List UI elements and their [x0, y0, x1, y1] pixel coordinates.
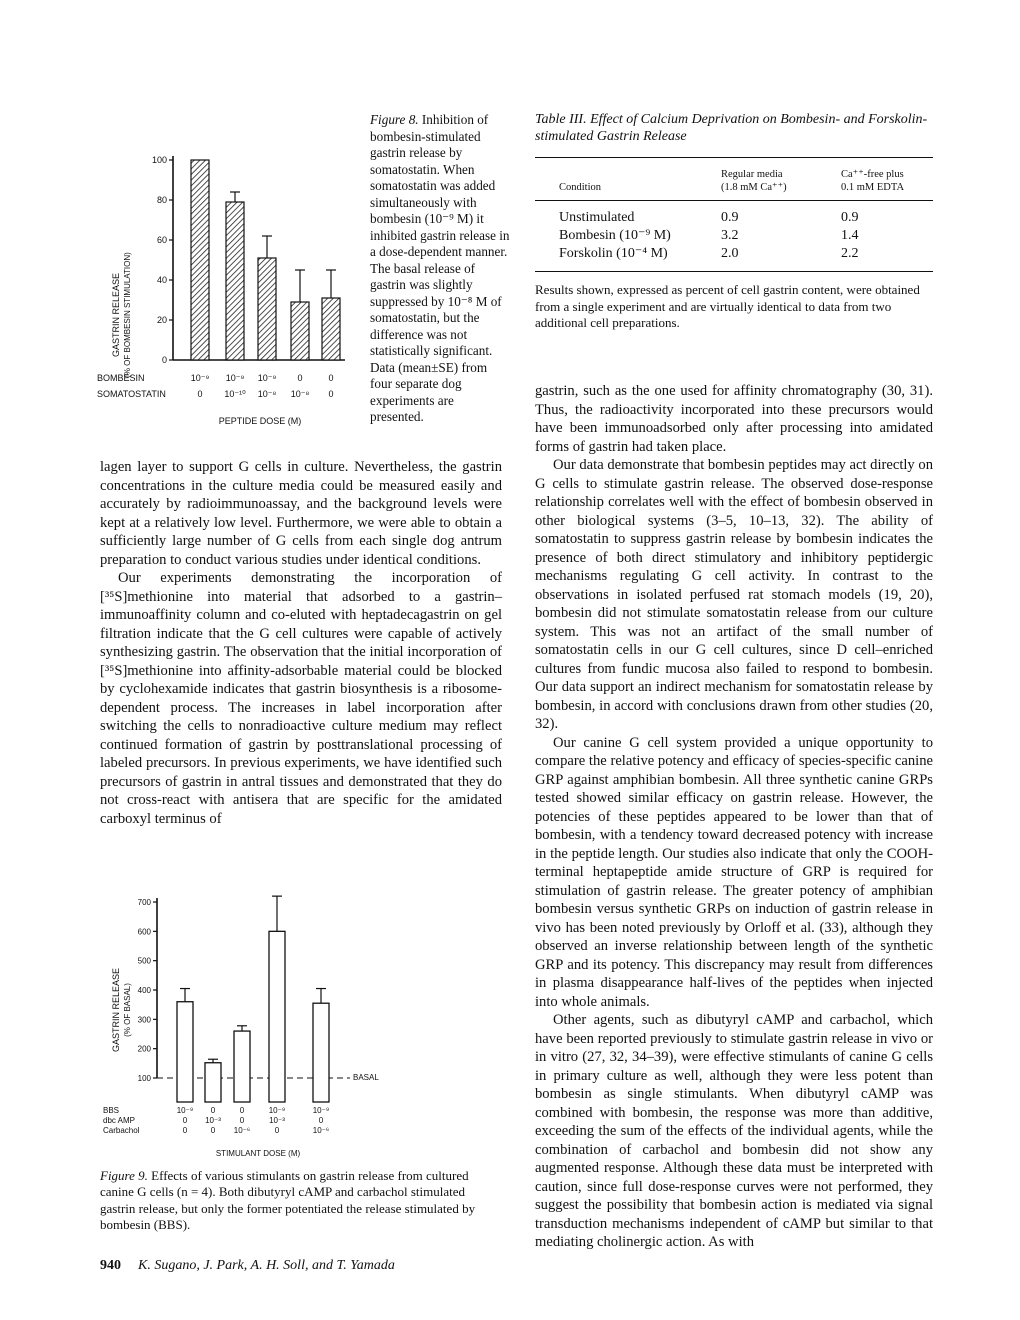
page-footer — [100, 1258, 395, 1274]
figure8-bar — [291, 302, 309, 360]
figure9-row-label-carbachol: Carbachol — [103, 1126, 140, 1135]
figure9-bbs-dose: 10⁻⁹ — [312, 1106, 330, 1115]
table3-cell-regular: 2.0 — [721, 246, 739, 261]
left-paragraph-2: Our experiments demonstrating the incorporation of [³⁵S]methionine into material that adsorbed to a gastrin–immunoaffinity column and co-eluted with heptadecagastrin on gel filtration indicate that the G cell cultures were capable of actively synthesizing gastrin. The observation that the initial incorporation of [³⁵S]methionine into affinity-adsorbable material could be blocked by cyclohexamide indicates that gastrin biosynthesis is a ribosome-dependent process. The increases in label incorporation after switching the cells to nonradioactive culture medium may reflect continued formation of gastrin by posttranslational processing of labeled precursors. In previous experiments, we have identified such precursors of gastrin in antral tissues and demonstrated that they do not cross-react with antisera that are specific for the amidated carboxyl terminus of — [100, 570, 502, 827]
figure8-bar — [258, 258, 276, 360]
figure9-dbcamp-dose: 10⁻³ — [269, 1116, 285, 1125]
table3-header-regular-1: Regular media — [721, 169, 783, 180]
figure8-ylabel-line2: (% OF BOMBESIN STIMULATION) — [123, 252, 132, 378]
figure8-bombesin-dose: 10⁻⁹ — [257, 373, 277, 383]
figure9-chart — [95, 880, 415, 1165]
right-paragraph-4: Other agents, such as dibutyryl cAMP and carbachol, which have been reported previously to stimulate gastrin release in vivo or in vitro (27, 32, 34–39), were effective stimulants of canine G cells in primary culture as well, although they were less potent than bombesin as single stimulants. When dibutyryl cAMP was combined with bombesin, the response was more than additive, exceeding the sum of the effects of the individual agents, while the combination of carbachol and bombesin did not show any augmented response. Although these data must be interpreted with caution, since full dose-response curves were not performed, they suggest the possibility that bombesin action is mediated via signal transduction mechanisms independent of cAMP but similar to that mediating cholinergic action. As with — [535, 1012, 933, 1250]
table3-note: Results shown, expressed as percent of cell gastrin content, were obtained from a single experiment and are virtually identical to data from two additional cell preparations. — [535, 282, 920, 330]
page-number: 940 — [100, 1258, 121, 1273]
figure8-bar — [322, 298, 340, 360]
figure8-bar — [191, 160, 209, 360]
figure8-bombesin-dose: 10⁻⁹ — [225, 373, 245, 383]
table3-header-row — [535, 168, 933, 194]
figure8-ylabel-line1: GASTRIN RELEASE — [111, 272, 121, 358]
figure9-dbcamp-dose: 0 — [318, 1116, 324, 1125]
right-paragraph-3: Our canine G cell system provided a unique opportunity to compare the relative potency and efficacy of species-specific canine GRP against amphibian bombesin. All three synthetic canine GRPs tested showed similar efficacy on gastrin release. However, the potencies of these peptides appeared to be lower than that of bombesin, with a tendency toward decreased potency with increase in the peptide length. Our studies also indicate that only the COOH-terminal heptapeptide amide structure of GRP is required for stimulation of gastrin release. The greater potency of amphibian bombesin versus synthetic GRPs on induction of gastrin release in vivo has been noted previously by Orloff et al. (33), although they observed an inverse relationship between length of the synthetic GRP and its potency. This discrepancy may result from differences in plasma disappearance half-lives of the peptides when injected into whole animals. — [535, 734, 933, 1010]
figure9-dbcamp-dose: 0 — [182, 1116, 188, 1125]
figure9-bbs-dose: 10⁻⁹ — [176, 1106, 194, 1115]
right-column-text — [535, 382, 933, 1252]
table3-header-condition: Condition — [559, 182, 602, 193]
figure9-carbachol-dose: 10⁻⁶ — [312, 1126, 330, 1135]
figure8-caption-text: Inhibition of bombesin-stimulated gastrin release by somatostatin. When somatostatin was added simultaneously with bombesin (10⁻⁹ M) it inhibited gastrin release in a dose-dependent manner. The basal release of gastrin was slightly suppressed by 10⁻⁸ M of somatostatin, but the difference was not statistically significant. Data (mean±SE) from four separate dog experiments are presented. — [370, 112, 510, 424]
figure9-xlabel: STIMULANT DOSE (M) — [215, 1149, 301, 1158]
figure9-ytick-label: 100 — [137, 1074, 151, 1083]
left-column-text — [100, 458, 502, 828]
table3-body — [535, 209, 933, 263]
figure8-somatostatin-dose: 0 — [197, 389, 203, 399]
figure8-ytick-label: 100 — [151, 155, 167, 165]
figure9-ylabel-line2: (% OF BASAL) — [123, 983, 132, 1037]
figure8-ytick-label: 80 — [156, 195, 167, 205]
table3-cell-regular: 0.9 — [721, 210, 739, 225]
table3-title: Table III. Effect of Calcium Deprivation on Bombesin- and Forskolin-stimulated Gastrin Release — [535, 112, 928, 144]
figure8-ytick-label: 0 — [161, 355, 167, 365]
figure9-ytick-label: 600 — [137, 927, 151, 937]
table-row — [535, 245, 933, 263]
figure8-row-label-somatostatin: SOMATOSTATIN — [97, 389, 166, 399]
figure9-bbs-dose: 0 — [239, 1106, 245, 1115]
figure9-carbachol-dose: 0 — [182, 1126, 188, 1135]
table3-cell-cafree: 0.9 — [841, 210, 859, 225]
left-paragraph-1: lagen layer to support G cells in culture. Nevertheless, the gastrin concentrations in the culture media could be measured easily and accurately by radioimmunoassay, and the background levels were kept at a relatively low level. Furthermore, we were able to obtain a sufficiently large number of G cells from each single dog antrum preparation to conduct various studies under identical conditions. — [100, 459, 502, 568]
figure9-ytick-label: 300 — [137, 1015, 151, 1025]
figure8-bombesin-dose: 0 — [297, 373, 303, 383]
figure8-xlabel: PEPTIDE DOSE (M) — [218, 416, 302, 426]
table3-cell-condition: Bombesin (10⁻⁹ M) — [559, 228, 671, 243]
right-paragraph-2: Our data demonstrate that bombesin peptides may act directly on G cells to stimulate gastrin release. The observed dose-response relationship correlates well with the effect of bombesin observed in other biological systems (3–5, 10–13, 32). The ability of somatostatin to suppress gastrin release by bombesin indicates the presence of both direct stimulatory and inhibitory peptidergic mechanisms regulating G cell activity. In contrast to the observations in isolated perfused rat stomach models (19, 20), bombesin did not stimulate somatostatin release from our culture system. This was not an artifact of the small number of somatostatin cells in our G cell cultures, since D cell–enriched cultures from fundic mucosa also failed to respond to bombesin. Our data support an indirect mechanism for somatostatin release by bombesin, in accord with conclusions drawn from other studies (20, 32). — [535, 457, 933, 732]
figure9-ytick-label: 500 — [137, 956, 151, 966]
figure9-basal-label: BASAL — [353, 1073, 379, 1082]
figure9-bar — [313, 1003, 329, 1102]
figure9-caption-text: Effects of various stimulants on gastrin release from cultured canine G cells (n = 4). Both dibutyryl cAMP and carbachol stimulated gastrin release, but only the former potentiated the release stimulated by bombesin (BBS). — [100, 1168, 476, 1232]
table3-cell-cafree: 1.4 — [841, 228, 859, 243]
figure9-ytick-label: 400 — [137, 986, 151, 995]
figure9-bbs-dose: 0 — [210, 1106, 216, 1115]
figure9-carbachol-dose: 10⁻⁶ — [233, 1126, 251, 1135]
figure8-ytick-label: 20 — [156, 315, 167, 325]
figure9-dbcamp-dose: 10⁻³ — [205, 1116, 221, 1125]
figure9-bar — [177, 1002, 193, 1102]
figure8-somatostatin-dose: 10⁻⁸ — [290, 389, 310, 399]
table3-cell-cafree: 2.2 — [841, 246, 859, 261]
figure8-somatostatin-dose: 10⁻¹⁰ — [224, 389, 246, 399]
figure9-carbachol-dose: 0 — [210, 1126, 216, 1135]
figure9-bar — [269, 931, 285, 1102]
table3-header-cafree-1: Ca⁺⁺-free plus — [841, 169, 904, 180]
figure8-bombesin-dose: 0 — [328, 373, 334, 383]
figure9-carbachol-dose: 0 — [274, 1126, 280, 1135]
figure8-caption-title: Figure 8. — [370, 112, 419, 127]
figure9-ytick-label: 200 — [137, 1044, 151, 1054]
figure9-caption — [100, 1168, 495, 1233]
table3-header-cafree-2: 0.1 mM EDTA — [841, 182, 905, 193]
figure9-bar — [205, 1063, 221, 1102]
figure8-somatostatin-dose: 0 — [328, 389, 334, 399]
figure9-row-label-bbs: BBS — [103, 1106, 120, 1115]
figure8-ytick-label: 40 — [156, 275, 167, 285]
figure8-chart — [95, 140, 355, 440]
figure9-row-label-dbcamp: dbc AMP — [103, 1116, 136, 1125]
table3-header-regular-2: (1.8 mM Ca⁺⁺) — [721, 182, 787, 193]
figure8-bar — [226, 202, 244, 360]
right-paragraph-1: gastrin, such as the one used for affinity chromatography (30, 31). Thus, the radioactivity incorporated into these precursors would have been immunoadsorbed only after processing into amidated forms of gastrin had taken place. — [535, 383, 933, 455]
table3-cell-regular: 3.2 — [721, 228, 739, 243]
table3-cell-condition: Unstimulated — [559, 210, 635, 225]
figure8-row-label-bombesin: BOMBESIN — [97, 373, 145, 383]
figure9-ylabel-line1: GASTRIN RELEASE — [111, 967, 121, 1053]
figure9-ytick-label: 700 — [137, 898, 151, 907]
figure9-bbs-dose: 10⁻⁹ — [268, 1106, 286, 1115]
table-row — [535, 227, 933, 245]
figure8-ytick-label: 60 — [156, 235, 167, 245]
figure8-somatostatin-dose: 10⁻⁸ — [257, 389, 277, 399]
table-row — [535, 209, 933, 227]
figure9-bar — [234, 1031, 250, 1102]
table3-cell-condition: Forskolin (10⁻⁴ M) — [559, 246, 668, 261]
figure8-bombesin-dose: 10⁻⁹ — [190, 373, 210, 383]
footer-authors: K. Sugano, J. Park, A. H. Soll, and T. Yamada — [138, 1258, 395, 1273]
figure8-caption — [370, 112, 510, 426]
figure9-dbcamp-dose: 0 — [239, 1116, 245, 1125]
figure9-caption-title: Figure 9. — [100, 1168, 148, 1183]
table3-grid — [535, 168, 933, 194]
table3 — [535, 111, 933, 332]
